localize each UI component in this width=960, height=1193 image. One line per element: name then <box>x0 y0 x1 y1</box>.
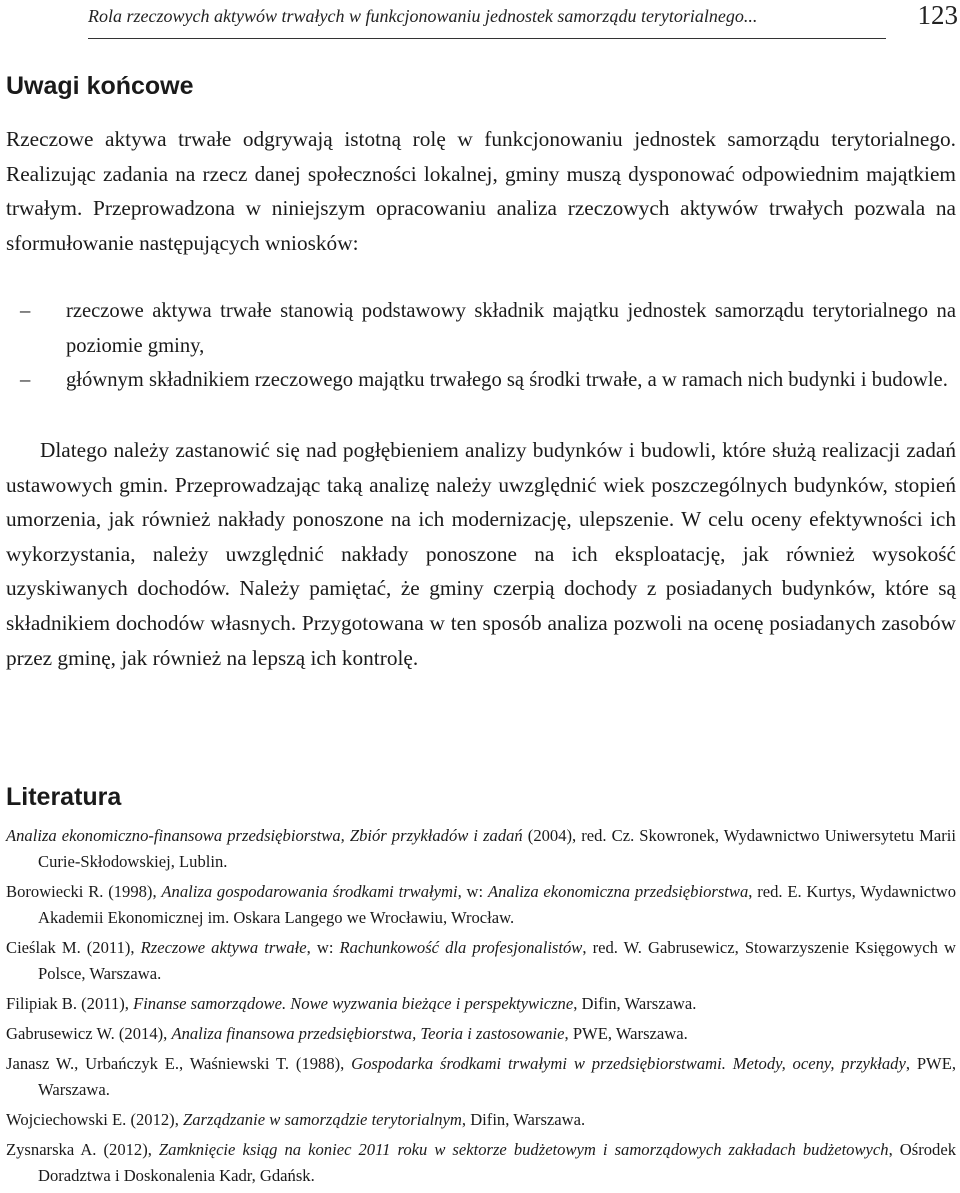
paragraph-conclusion-text: Dlatego należy zastanowić się nad pogłębieniem analizy budynków i budowli, które służą realizacji zadań ustawowych gmin. Przeprowadzając taką analizę należy uwzględnić wiek poszczególnych budynków, stopień umorzenia, jak również nakłady ponoszone na ich modernizację, ulepszenie. W celu oceny efektywności ich wykorzystania, należy uwzględnić nakłady ponoszone na ich eksploatację, jak również wysokość uzyskiwanych dochodów. Należy pamiętać, że gminy czerpią dochody z posiadanych budynków, które są składnikiem dochodów własnych. Przygotowana w ten sposób analiza pozwoli na ocenę posiadanych zasobów przez gminę, jak również na lepszą ich kontrolę. <box>6 438 956 670</box>
reference-details: , PWE, Warszawa. <box>564 1024 688 1043</box>
reference-item <box>6 1051 956 1103</box>
list-item <box>6 294 956 363</box>
section-heading-uwagi: Uwagi końcowe <box>6 72 194 100</box>
reference-item <box>6 823 956 875</box>
reference-author: Janasz W., Urbańczyk E., Waśniewski T. (1988), <box>6 1054 352 1073</box>
reference-title: Analiza gospodarowania środkami trwałymi <box>161 882 458 901</box>
reference-item <box>6 879 956 931</box>
section-heading-literatura: Literatura <box>6 783 122 811</box>
reference-container-title: Rachunkowość dla profesjonalistów <box>339 938 583 957</box>
reference-details: , Difin, Warszawa. <box>461 1110 586 1129</box>
reference-details: , red. E. Kurtys, Wydawnictwo Akademii Ekonomicznej im. Oskara Langego we Wrocławiu, Wrocław. <box>38 882 956 927</box>
list-item-text: głównym składnikiem rzeczowego majątku trwałego są środki trwałe, a w ramach nich budynki i budowle. <box>66 369 948 392</box>
reference-title: Finanse samorządowe. Nowe wyzwania bieżące i perspektywiczne <box>133 994 574 1013</box>
reference-author: Cieślak M. (2011), <box>6 938 141 957</box>
running-title: Rola rzeczowych aktywów trwałych w funkcjonowaniu jednostek samorządu terytorialnego... <box>88 6 758 26</box>
reference-author: Wojciechowski E. (2012), <box>6 1110 184 1129</box>
paragraph-intro <box>6 122 956 260</box>
reference-container-title: Analiza ekonomiczna przedsiębiorstwa <box>487 882 749 901</box>
reference-details: , PWE, Warszawa. <box>38 1054 956 1099</box>
reference-details: (2004), red. Cz. Skowronek, Wydawnictwo Uniwersytetu Marii Curie-Skłodowskiej, Lublin. <box>38 826 956 871</box>
page-number: 123 <box>917 0 958 30</box>
reference-title: Analiza finansowa przedsiębiorstwa, Teoria i zastosowanie <box>171 1024 565 1043</box>
bullet-dash: – <box>20 300 31 322</box>
reference-author: Filipiak B. (2011), <box>6 994 134 1013</box>
list-item <box>6 363 956 398</box>
bibliography-list <box>6 823 956 1193</box>
paragraph-conclusion <box>6 433 956 675</box>
reference-details: , Difin, Warszawa. <box>573 994 697 1013</box>
reference-item <box>6 991 956 1017</box>
conclusions-list <box>6 294 956 398</box>
bullet-dash: – <box>20 369 31 392</box>
reference-details: , red. W. Gabrusewicz, Stowarzyszenie Księgowych w Polsce, Warszawa. <box>38 938 956 983</box>
reference-title: Rzeczowe aktywa trwałe <box>140 938 307 957</box>
paragraph-intro-text: Rzeczowe aktywa trwałe odgrywają istotną rolę w funkcjonowaniu jednostek samorządu terytorialnego. Realizując zadania na rzecz danej społeczności lokalnej, gminy muszą dysponować odpowiednim majątkiem trwałym. Przeprowadzona w niniejszym opracowaniu analiza rzeczowych aktywów trwałych pozwala na sformułowanie następujących wniosków: <box>6 127 956 255</box>
reference-connector: , w: <box>457 882 488 901</box>
reference-title: Zarządzanie w samorządzie terytorialnym <box>183 1110 462 1129</box>
list-item-text: rzeczowe aktywa trwałe stanowią podstawowy składnik majątku jednostek samorządu terytorialnego na poziomie gminy, <box>66 300 956 357</box>
reference-item <box>6 935 956 987</box>
reference-item <box>6 1021 956 1047</box>
reference-connector: , w: <box>306 938 340 957</box>
reference-item <box>6 1137 956 1189</box>
reference-title: Gospodarka środkami trwałymi w przedsiębiorstwami. Metody, oceny, przykłady <box>351 1054 906 1073</box>
reference-details: , Ośrodek Doradztwa i Doskonalenia Kadr, Gdańsk. <box>38 1140 956 1185</box>
reference-author: Borowiecki R. (1998), <box>6 882 162 901</box>
reference-author: Gabrusewicz W. (2014), <box>6 1024 172 1043</box>
reference-author: Zysnarska A. (2012), <box>6 1140 159 1159</box>
reference-title: Analiza ekonomiczno-finansowa przedsiębiorstwa, Zbiór przykładów i zadań <box>6 826 523 845</box>
reference-item <box>6 1107 956 1133</box>
reference-title: Zamknięcie ksiąg na koniec 2011 roku w sektorze budżetowym i samorządowych zakładach budżetowych <box>158 1140 889 1159</box>
running-header <box>88 0 958 39</box>
